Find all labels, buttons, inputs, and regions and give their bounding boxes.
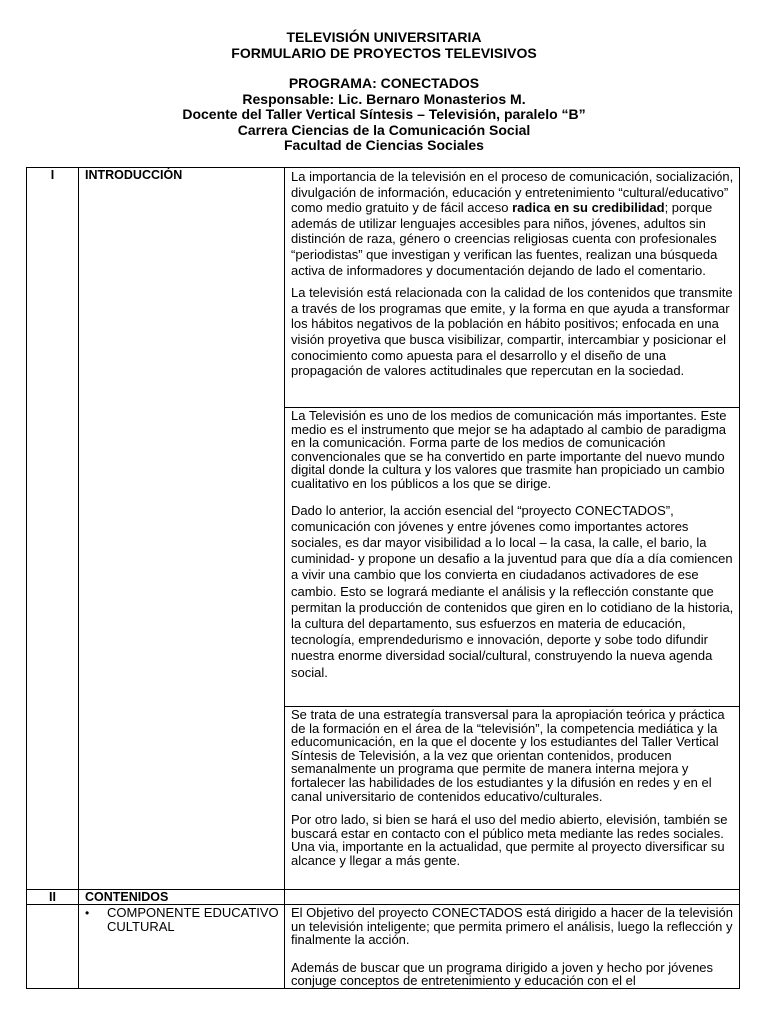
paragraph: La Televisión es uno de los medios de comunicación más importantes. Este medio es el instrumento que mejor se ha adaptado al cambio de paradigma en la comunicación. Forma parte de los medios de comunicación convencionales que se ha convertido en parte importante del nuevo mundo digital donde la cultura y los valores que trasmite han propiciado un cambio cualitativo en los públicos a los que se dirige. [291,408,727,491]
program-name: PROGRAMA: CONECTADOS [288,75,480,91]
bold-text: radica en su credibilidad [512,200,665,216]
paragraph: Se trata de una estrategía transversal para la apropiación teórica y práctica de la formación en el área de la “televisión”, la competencia mediática y la educomunicación, en la que el docente y los estudiantes del Taller Vertical Síntesis de Televisión, a la vez que orientan contenidos, producen semanalmente un programa que permite de manera interna mejora y fortalecer las habilidades de los estudiantes y la difusión en redes y en el canal universitario de contenidos educativo/culturales. [291,707,725,804]
empty-cell [285,890,740,905]
project-form-table [26,167,740,989]
section-number: I [27,168,79,890]
paragraph [291,169,735,278]
content-item-label: COMPONENTE EDUCATIVO CULTURAL [107,905,279,934]
text-run: ; porque además de utilizar lenguajes accesibles para niños, jóvenes, adultos sin distinción de raza, género o creencias religiosas cuenta con profesionales “periodistas” que investigan y verifican las fuentes, realizan una búsqueda activa de informadores y documentación dejando de lado el comentario. [291,200,718,278]
content-item-label-cell [79,905,285,989]
section-number: II [27,890,79,905]
section-title [79,168,285,890]
responsible-person: Responsable: Lic. Bernaro Monasterios M. [242,90,526,107]
paragraph: El Objetivo del proyecto CONECTADOS está dirigido a hacer de la televisión un televisión inteligente; que permita primero el análisis, luego la reflección y finalmente la acción. [291,905,733,948]
paragraph: Además de buscar que un programa dirigido a joven y hecho por jóvenes conjuge conceptos de entretenimiento y educación con el el [291,959,714,989]
section-title-text: INTRODUCCIÓN [85,168,183,182]
table-row [27,905,740,989]
section-title [79,890,285,905]
bullet-icon: • [85,906,90,920]
intro-block-3 [285,707,740,890]
paragraph: La televisión está relacionada con la calidad de los contenidos que transmite a través de los programas que emite, y la forma en que ayuda a transformar los hábitos negativos de la población en hábito positivos; enfocada en una visión proyetiva que busca visibilizar, compartir, intercambiar y posicionar el conocimiento como apuesta para el desarrollo y el diseño de una propagación de valores actitudinales que repercutan en la sociedad. [291,285,733,379]
document-header [0,30,768,154]
form-title: FORMULARIO DE PROYECTOS TELEVISIVOS [231,44,537,61]
intro-block-2 [285,408,740,707]
intro-block-1 [285,168,740,408]
content-item-body [285,905,740,989]
section-title-text: CONTENIDOS [85,890,169,904]
empty-cell [27,905,79,989]
list-item [85,905,284,934]
table-row [27,168,740,408]
career-line: Carrera Ciencias de la Comunicación Social [237,121,531,138]
institution-name: TELEVISIÓN UNIVERSITARIA [286,29,482,45]
text-run: La importancia de la televisión en el proceso de comunicación, socialización, divulgación de información, educación y entretenimiento “cultural/educativo” como medio gratuito y de fácil acceso [291,169,734,216]
teacher-line: Docente del Taller Vertical Síntesis – Televisión, paralelo “B” [182,106,586,122]
paragraph: Por otro lado, si bien se hará el uso del medio abierto, elevisión, también se buscará estar en contacto con el público meta mediante las redes sociales. Una via, importante en la actualidad, que permite al proyecto diversificar su alcance y llegar a más gente. [291,812,728,868]
table-row [27,890,740,905]
faculty-line: Facultad de Ciencias Sociales [284,137,484,153]
paragraph: Dado lo anterior, la acción esencial del “proyecto CONECTADOS”, comunicación con jóvenes y entre jóvenes como importantes actores sociales, es dar mayor visibilidad a lo local – la casa, la calle, el bario, la cuminidad- y propone un desafio a la juventud para que día a día comiencen a vivir una cambio que los convierta en ciudadanos activadores de ese cambio. Esto se logrará mediante el análisis y la reflección constante que permitan la producción de contenidos que giren en lo cotidiano de la historia, la cultura del departamento, sus esfuerzos en materia de educación, tecnología, emprendedurismo e innovación, deporte y sobe todo difundir nuestra enorme diversidad social/cultural, construyendo la nueva agenda social. [291,502,734,680]
